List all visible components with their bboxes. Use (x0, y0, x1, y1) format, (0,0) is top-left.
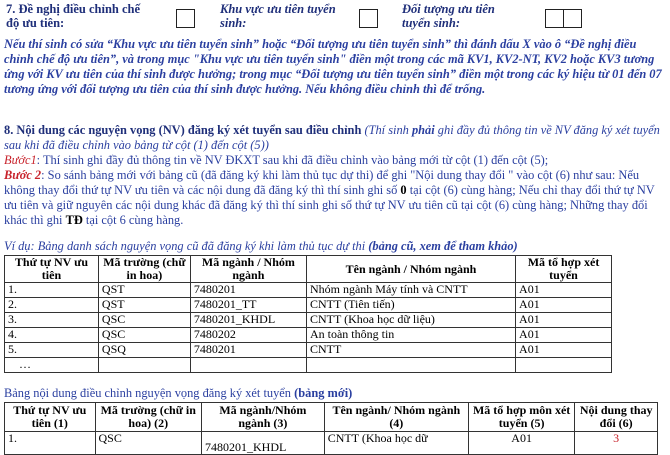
example-caption-text: Ví dụ: Bảng danh sách nguyện vọng cũ đã đăng ký khi làm thủ tục dự thi (4, 239, 369, 253)
old-col-school: Mã trường (chữ in hoa) (98, 256, 190, 283)
priority-object-box-2[interactable] (563, 9, 582, 28)
new-table-caption (4, 386, 352, 401)
priority-instruction: Nếu thí sinh có sửa “Khu vực ưu tiên tuyển sinh” hoặc “Đối tượng ưu tiên tuyển sinh” thì đánh dấu X vào ô “Đề nghị điều chỉnh chế độ ưu tiên”, và trong mục "Khu vực ưu tiên tuyển sinh" điền một trong các mã KV1, KV2-NT, KV2 hoặc KV3 tương ứng với KV ưu tiên của thí sinh được hưởng; trong mục “Đối tượng ưu tiên tuyển sinh” điền một trong các ký hiệu từ 01 đến 07 tương ứng với đối tượng ưu tiên của thí sinh được hưởng. Nếu không điều chỉnh thì để trống. (4, 37, 662, 96)
step1-text: : Thí sinh ghi đầy đủ thông tin về NV ĐKXT sau khi đã điều chỉnh vào bảng mới từ cột (1) đến cột (5); (36, 153, 549, 167)
section8-heading (4, 123, 666, 153)
old-table-header-row (5, 256, 612, 283)
new-caption-bold: (bảng mới) (294, 386, 353, 400)
table-row (5, 343, 612, 358)
old-aspiration-table (4, 255, 612, 373)
section8-note-bold: phải (411, 123, 435, 137)
cell[interactable]: CNTT (Khoa học dữ (324, 432, 468, 455)
priority-adjust-checkbox[interactable] (176, 9, 195, 28)
cell: A01 (516, 343, 612, 358)
cell: 4. (5, 328, 99, 343)
cell[interactable]: QSC (95, 432, 201, 455)
step1 (4, 153, 666, 168)
new-col-school: Mã trường (chữ in hoa) (2) (95, 403, 201, 432)
cell: QST (98, 298, 190, 313)
new-caption-text: Bảng nội dung điều chỉnh nguyện vọng đăng ký xét tuyển (4, 386, 295, 400)
step2-text-a: : So sánh bảng mới với bảng cũ (đã đăng ký khi làm thủ tục dự thi) để ghi "Nội dung thay đổi " vào cột (6) như sau: Nếu không thay đổi thứ tự NV ưu tiên và các nội dung đã đăng ký thì thí sinh ghi số (4, 168, 640, 197)
cell: QSC (98, 328, 190, 343)
cell: CNTT (306, 343, 515, 358)
priority-object-label: Đối tượng ưu tiên tuyển sinh: (402, 2, 495, 30)
old-col-major-name: Tên ngành / Nhóm ngành (306, 256, 515, 283)
new-col-order: Thứ tự NV ưu tiên (1) (5, 403, 96, 432)
step2 (4, 168, 666, 228)
priority-adjust-label: 7. Đề nghị điều chỉnh chế độ ưu tiên: (6, 2, 141, 30)
cell: 2. (5, 298, 99, 313)
cell: CNTT (Tiên tiến) (306, 298, 515, 313)
table-row (5, 313, 612, 328)
old-col-order: Thứ tự NV ưu tiên (5, 256, 99, 283)
old-col-combo: Mã tổ hợp xét tuyển (516, 256, 612, 283)
cell: 7480201_TT (190, 298, 306, 313)
cell: 7480201 (190, 343, 306, 358)
cell: QSQ (98, 343, 190, 358)
table-row (5, 328, 612, 343)
priority-area-box[interactable] (359, 9, 378, 28)
priority-area-label: Khu vực ưu tiên tuyển sinh: (220, 2, 336, 30)
cell: An toàn thông tin (306, 328, 515, 343)
section8-note-prefix: (Thí sinh (364, 123, 412, 137)
cell: 7480201_KHDL (190, 313, 306, 328)
step2-label: Bước 2 (4, 168, 42, 182)
new-col-major-code: Mã ngành/Nhóm ngành (3) (202, 403, 325, 432)
table-row (5, 358, 612, 373)
priority-object-box-1[interactable] (545, 9, 564, 28)
cell: A01 (516, 328, 612, 343)
cell: 7480201 (190, 283, 306, 298)
cell: A01 (516, 298, 612, 313)
cell[interactable]: 1. (5, 432, 96, 455)
cell: A01 (516, 283, 612, 298)
step2-text-b: tại cột (6) cùng hàng; Nếu chỉ thay đổi thứ tự NV ưu tiên và giữ nguyên các nội dung khác đã đăng ký thì thí sinh ghi số thứ tự NV ưu tiên cũ tại cột (6) cùng hàng; Những thay đổi khác thì ghi (4, 183, 655, 227)
step1-label: Bước1 (4, 153, 37, 167)
new-table-header-row (5, 403, 658, 432)
new-col-combo: Mã tổ hợp môn xét tuyển (5) (468, 403, 574, 432)
table-row (5, 298, 612, 313)
new-col-change: Nội dung thay đổi (6) (575, 403, 658, 432)
cell[interactable]: A01 (468, 432, 574, 455)
cell[interactable]: 3 (575, 432, 658, 455)
cell (98, 358, 190, 373)
cell (306, 358, 515, 373)
cell (516, 358, 612, 373)
table-row (5, 432, 658, 455)
cell: 1. (5, 283, 99, 298)
example-caption-bold: (bảng cũ, xem để tham khảo) (368, 239, 518, 253)
new-aspiration-table (4, 402, 658, 455)
cell: … (5, 358, 99, 373)
cell: 7480202 (190, 328, 306, 343)
cell: A01 (516, 313, 612, 328)
step2-bold-td: TĐ (65, 213, 83, 227)
old-col-major-code: Mã ngành / Nhóm ngành (190, 256, 306, 283)
cell: 5. (5, 343, 99, 358)
step2-bold-zero: 0 (400, 183, 407, 197)
example-caption (4, 239, 518, 254)
cell: Nhóm ngành Máy tính và CNTT (306, 283, 515, 298)
section8-note-suffix: ghi đầy đủ thông tin về NV đăng ký xét tuyển sau khi đã điều chỉnh vào bảng từ cột (1) đến cột (5)) (4, 123, 660, 152)
cell (190, 358, 306, 373)
step2-text-c: tại cột 6 cùng hàng. (82, 213, 184, 227)
table-row (5, 283, 612, 298)
cell[interactable]: 7480201_KHDL (202, 432, 325, 455)
section8-title: 8. Nội dung các nguyện vọng (NV) đăng ký xét tuyển sau điều chỉnh (4, 123, 362, 137)
new-col-major-name: Tên ngành/ Nhóm ngành (4) (324, 403, 468, 432)
cell: 3. (5, 313, 99, 328)
cell: QSC (98, 313, 190, 328)
cell: QST (98, 283, 190, 298)
cell: CNTT (Khoa học dữ liệu) (306, 313, 515, 328)
